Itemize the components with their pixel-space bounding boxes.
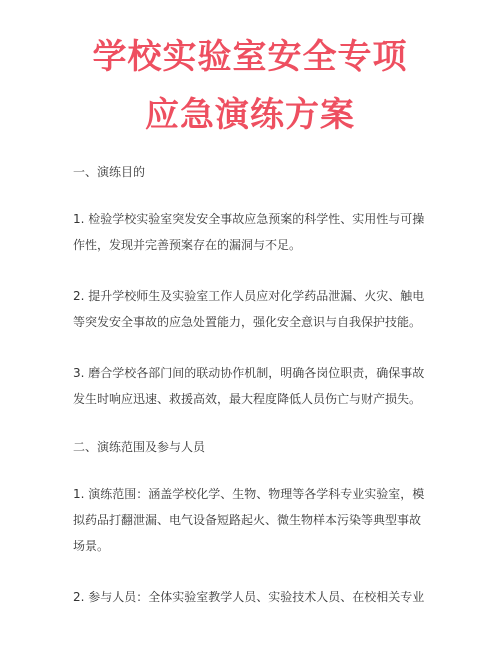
title-line-1: 学校实验室安全专项 bbox=[92, 37, 408, 77]
paragraph-line: 1. 演练范围：涵盖学校化学、生物、物理等各学科专业实验室，模 bbox=[73, 487, 425, 501]
paragraph-scope-2 bbox=[73, 584, 433, 610]
paragraph-line: 3. 磨合学校各部门间的联动协作机制，明确各岗位职责，确保事故 bbox=[73, 366, 425, 380]
paragraph-scope-1 bbox=[73, 481, 433, 559]
paragraph-purpose-3 bbox=[73, 360, 433, 412]
paragraph-purpose-1 bbox=[73, 206, 433, 258]
section-heading-scope: 二、演练范围及参与人员 bbox=[73, 440, 206, 454]
section-heading-purpose: 一、演练目的 bbox=[73, 165, 146, 179]
paragraph-line: 发生时响应迅速、救援高效，最大程度降低人员伤亡与财产损失。 bbox=[73, 392, 422, 406]
paragraph-line: 作性，发现并完善预案存在的漏洞与不足。 bbox=[73, 238, 302, 252]
paragraph-line: 2. 参与人员：全体实验室教学人员、实验技术人员、在校相关专业 bbox=[73, 590, 425, 604]
paragraph-line: 等突发安全事故的应急处置能力，强化安全意识与自我保护技能。 bbox=[73, 315, 422, 329]
paragraph-line: 2. 提升学校师生及实验室工作人员应对化学药品泄漏、火灾、触电 bbox=[73, 289, 425, 303]
paragraph-line: 1. 检验学校实验室突发安全事故应急预案的科学性、实用性与可操 bbox=[73, 212, 425, 226]
document-body bbox=[73, 162, 433, 610]
document-title bbox=[0, 37, 500, 156]
paragraph-purpose-2 bbox=[73, 283, 433, 335]
title-line-2: 应急演练方案 bbox=[145, 95, 355, 135]
paragraph-line: 拟药品打翻泄漏、电气设备短路起火、微生物样本污染等典型事故 bbox=[73, 513, 422, 527]
paragraph-line: 场景。 bbox=[73, 539, 110, 553]
